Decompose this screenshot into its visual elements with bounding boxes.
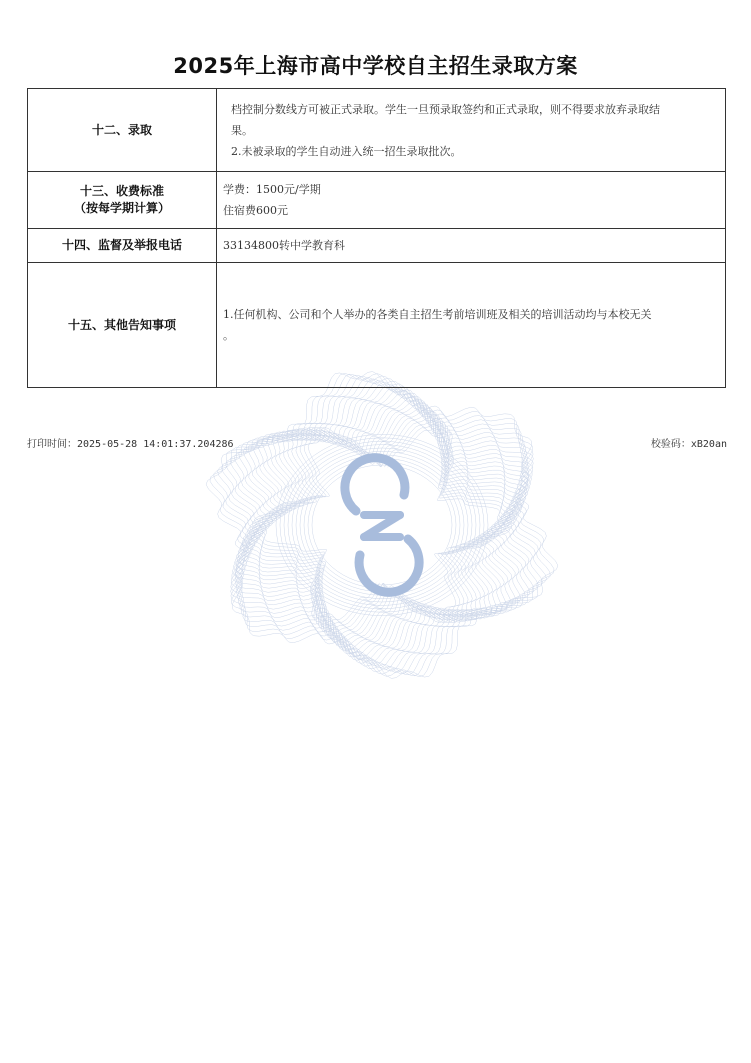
row-label-main: 十三、收费标准 <box>79 184 164 198</box>
row-content <box>217 263 726 388</box>
row-label: 十二、录取 <box>28 89 217 172</box>
content-line: 1.任何机构、公司和个人举办的各类自主招生考前培训班及相关的培训活动均与本校无关 <box>223 308 652 321</box>
table-row <box>28 89 726 172</box>
row-content <box>217 229 726 263</box>
check-code: 校验码：xB20an <box>650 439 727 450</box>
content-line: 2.未被录取的学生自动进入统一招生录取批次。 <box>231 144 462 158</box>
content-line: 住宿费600元 <box>223 204 288 217</box>
row-content <box>217 172 726 229</box>
content-line: 学费：1500元/学期 <box>223 183 321 196</box>
row-label-sub: （按每学期计算） <box>73 201 170 215</box>
row-label: 十五、其他告知事项 <box>28 263 217 388</box>
school-emblem-icon <box>324 458 440 593</box>
content-line: 33134800转中学教育科 <box>223 239 345 252</box>
table-row <box>28 172 726 229</box>
row-label <box>28 172 217 229</box>
content-line: 。 <box>223 329 234 342</box>
table-row <box>28 263 726 388</box>
row-label: 十四、监督及举报电话 <box>28 229 217 263</box>
print-time: 打印时间：2025-05-28 14:01:37.204286 <box>27 439 234 450</box>
watermark-emblem <box>182 360 582 690</box>
table-row <box>28 229 726 263</box>
page-title: 2025年上海市高中学校自主招生录取方案 <box>173 54 578 78</box>
row-content <box>217 89 726 172</box>
admission-table <box>27 88 726 388</box>
content-line: 果。 <box>231 123 253 137</box>
content-line: 档控制分数线方可被正式录取。学生一旦预录取签约和正式录取，则不得要求放弃录取结 <box>231 102 660 116</box>
